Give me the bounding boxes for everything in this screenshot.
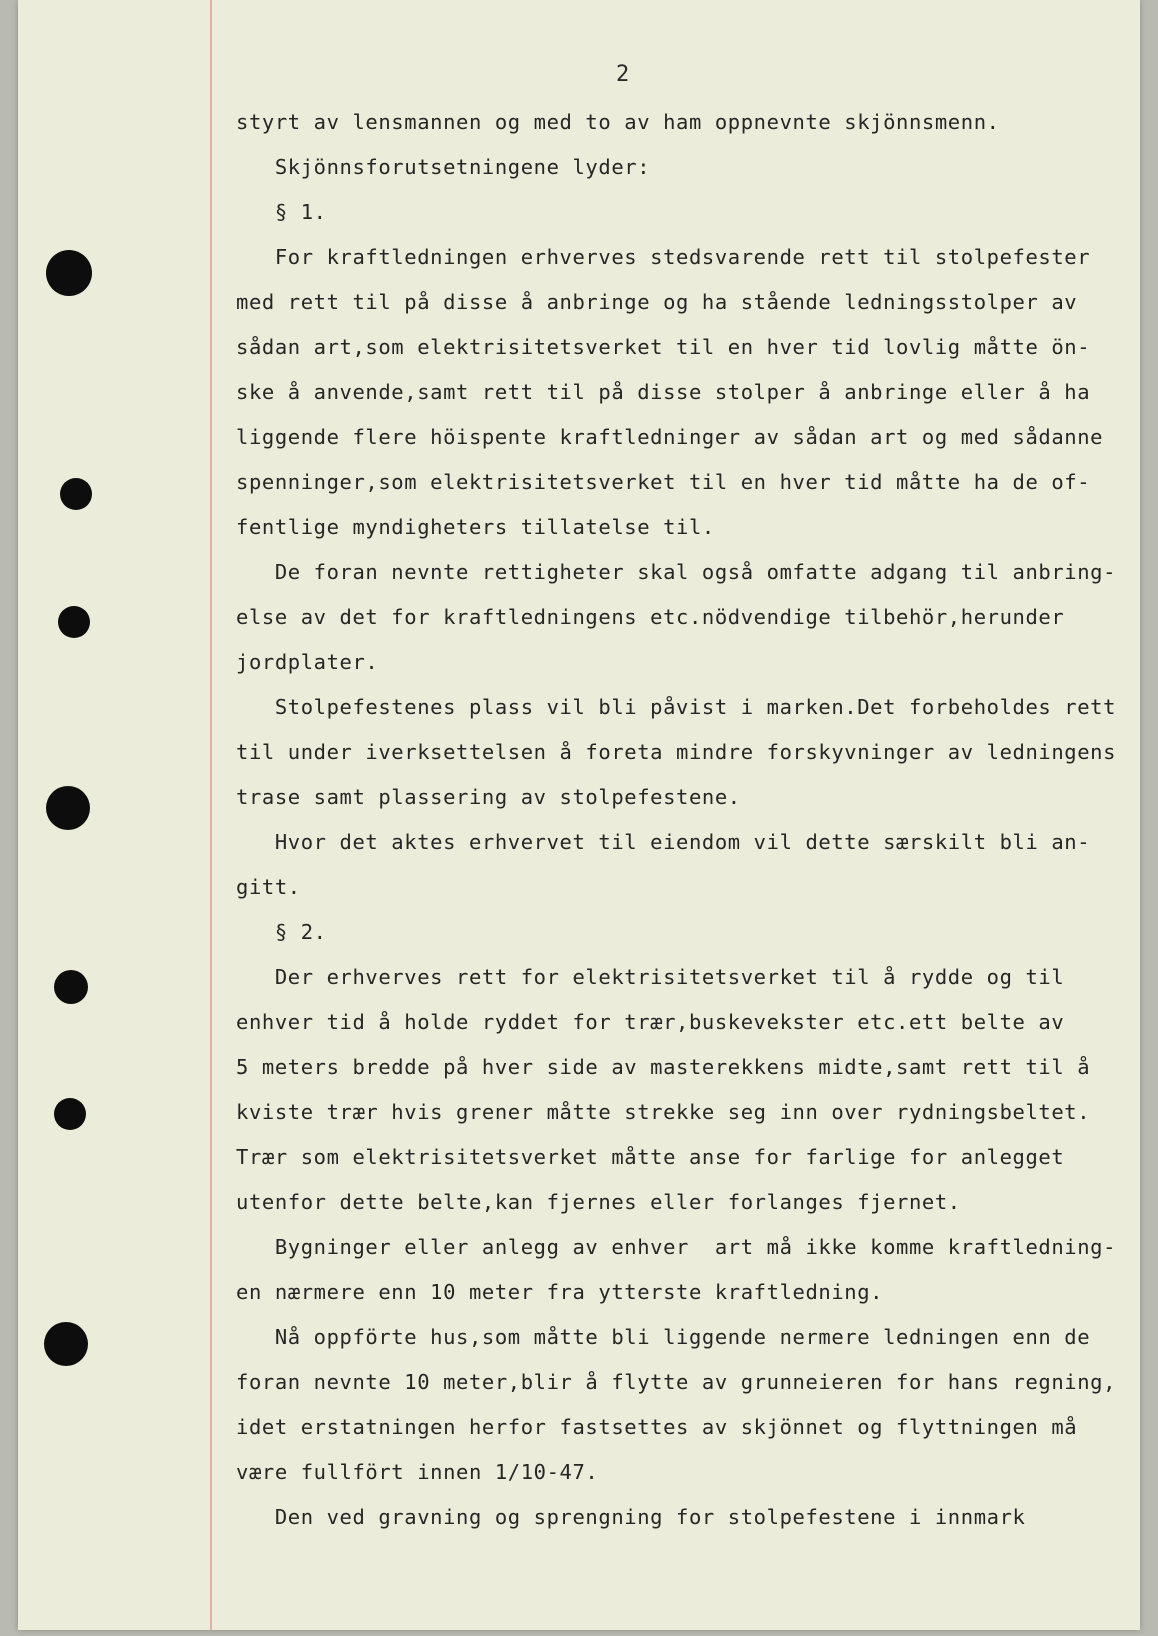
punch-hole: [46, 250, 92, 296]
text-line: spenninger,som elektrisitetsverket til en hver tid måtte ha de of-: [236, 470, 1091, 494]
punch-hole: [44, 1322, 88, 1366]
text-line: Skjönnsforutsetningene lyder:: [236, 155, 651, 179]
text-line: Trær som elektrisitetsverket måtte anse for farlige for anlegget: [236, 1145, 1065, 1169]
text-line: 5 meters bredde på hver side av masterekkens midte,samt rett til å: [236, 1055, 1091, 1079]
text-line: foran nevnte 10 meter,blir å flytte av grunneieren for hans regning,: [236, 1370, 1117, 1394]
text-line: For kraftledningen erhverves stedsvarende rett til stolpefester: [236, 245, 1091, 269]
text-line: Der erhverves rett for elektrisitetsverket til å rydde og til: [236, 965, 1065, 989]
margin-rule: [210, 0, 212, 1630]
text-line: Den ved gravning og sprengning for stolpefestene i innmark: [236, 1505, 1026, 1529]
punch-hole: [46, 786, 90, 830]
text-line: Stolpefestenes plass vil bli påvist i marken.Det forbeholdes rett: [236, 695, 1117, 719]
text-line: enhver tid å holde ryddet for trær,buskevekster etc.ett belte av: [236, 1010, 1065, 1034]
punch-hole: [58, 606, 90, 638]
text-line: else av det for kraftledningens etc.nödvendige tilbehör,herunder: [236, 605, 1065, 629]
text-line: trase samt plassering av stolpefestene.: [236, 785, 741, 809]
text-line: gitt.: [236, 875, 301, 899]
punch-hole: [60, 478, 92, 510]
text-line: sådan art,som elektrisitetsverket til en hver tid lovlig måtte ön-: [236, 335, 1091, 359]
punch-hole: [54, 1098, 86, 1130]
text-line: jordplater.: [236, 650, 379, 674]
text-line: Bygninger eller anlegg av enhver art må ikke komme kraftledning-: [236, 1235, 1117, 1259]
text-line: med rett til på disse å anbringe og ha stående ledningsstolper av: [236, 290, 1078, 314]
document-page: [18, 0, 1140, 1630]
text-line: liggende flere höispente kraftledninger av sådan art og med sådanne: [236, 425, 1104, 449]
page-number: 2: [616, 62, 630, 87]
text-line: utenfor dette belte,kan fjernes eller forlanges fjernet.: [236, 1190, 961, 1214]
text-line: Hvor det aktes erhvervet til eiendom vil dette særskilt bli an-: [236, 830, 1091, 854]
text-line: De foran nevnte rettigheter skal også omfatte adgang til anbring-: [236, 560, 1117, 584]
text-line: være fullfört innen 1/10-47.: [236, 1460, 599, 1484]
punch-hole: [54, 970, 88, 1004]
text-line: styrt av lensmannen og med to av ham oppnevnte skjönnsmenn.: [236, 110, 1000, 134]
text-line: idet erstatningen herfor fastsettes av skjönnet og flyttningen må: [236, 1415, 1078, 1439]
text-line: ske å anvende,samt rett til på disse stolper å anbringe eller å ha: [236, 380, 1091, 404]
text-line: kviste trær hvis grener måtte strekke seg inn over rydningsbeltet.: [236, 1100, 1091, 1124]
text-line: til under iverksettelsen å foreta mindre forskyvninger av ledningens: [236, 740, 1117, 764]
text-line: en nærmere enn 10 meter fra ytterste kraftledning.: [236, 1280, 884, 1304]
section-heading: § 1.: [236, 200, 327, 224]
text-line: fentlige myndigheters tillatelse til.: [236, 515, 715, 539]
text-line: Nå oppförte hus,som måtte bli liggende nermere ledningen enn de: [236, 1325, 1091, 1349]
section-heading: § 2.: [236, 920, 327, 944]
